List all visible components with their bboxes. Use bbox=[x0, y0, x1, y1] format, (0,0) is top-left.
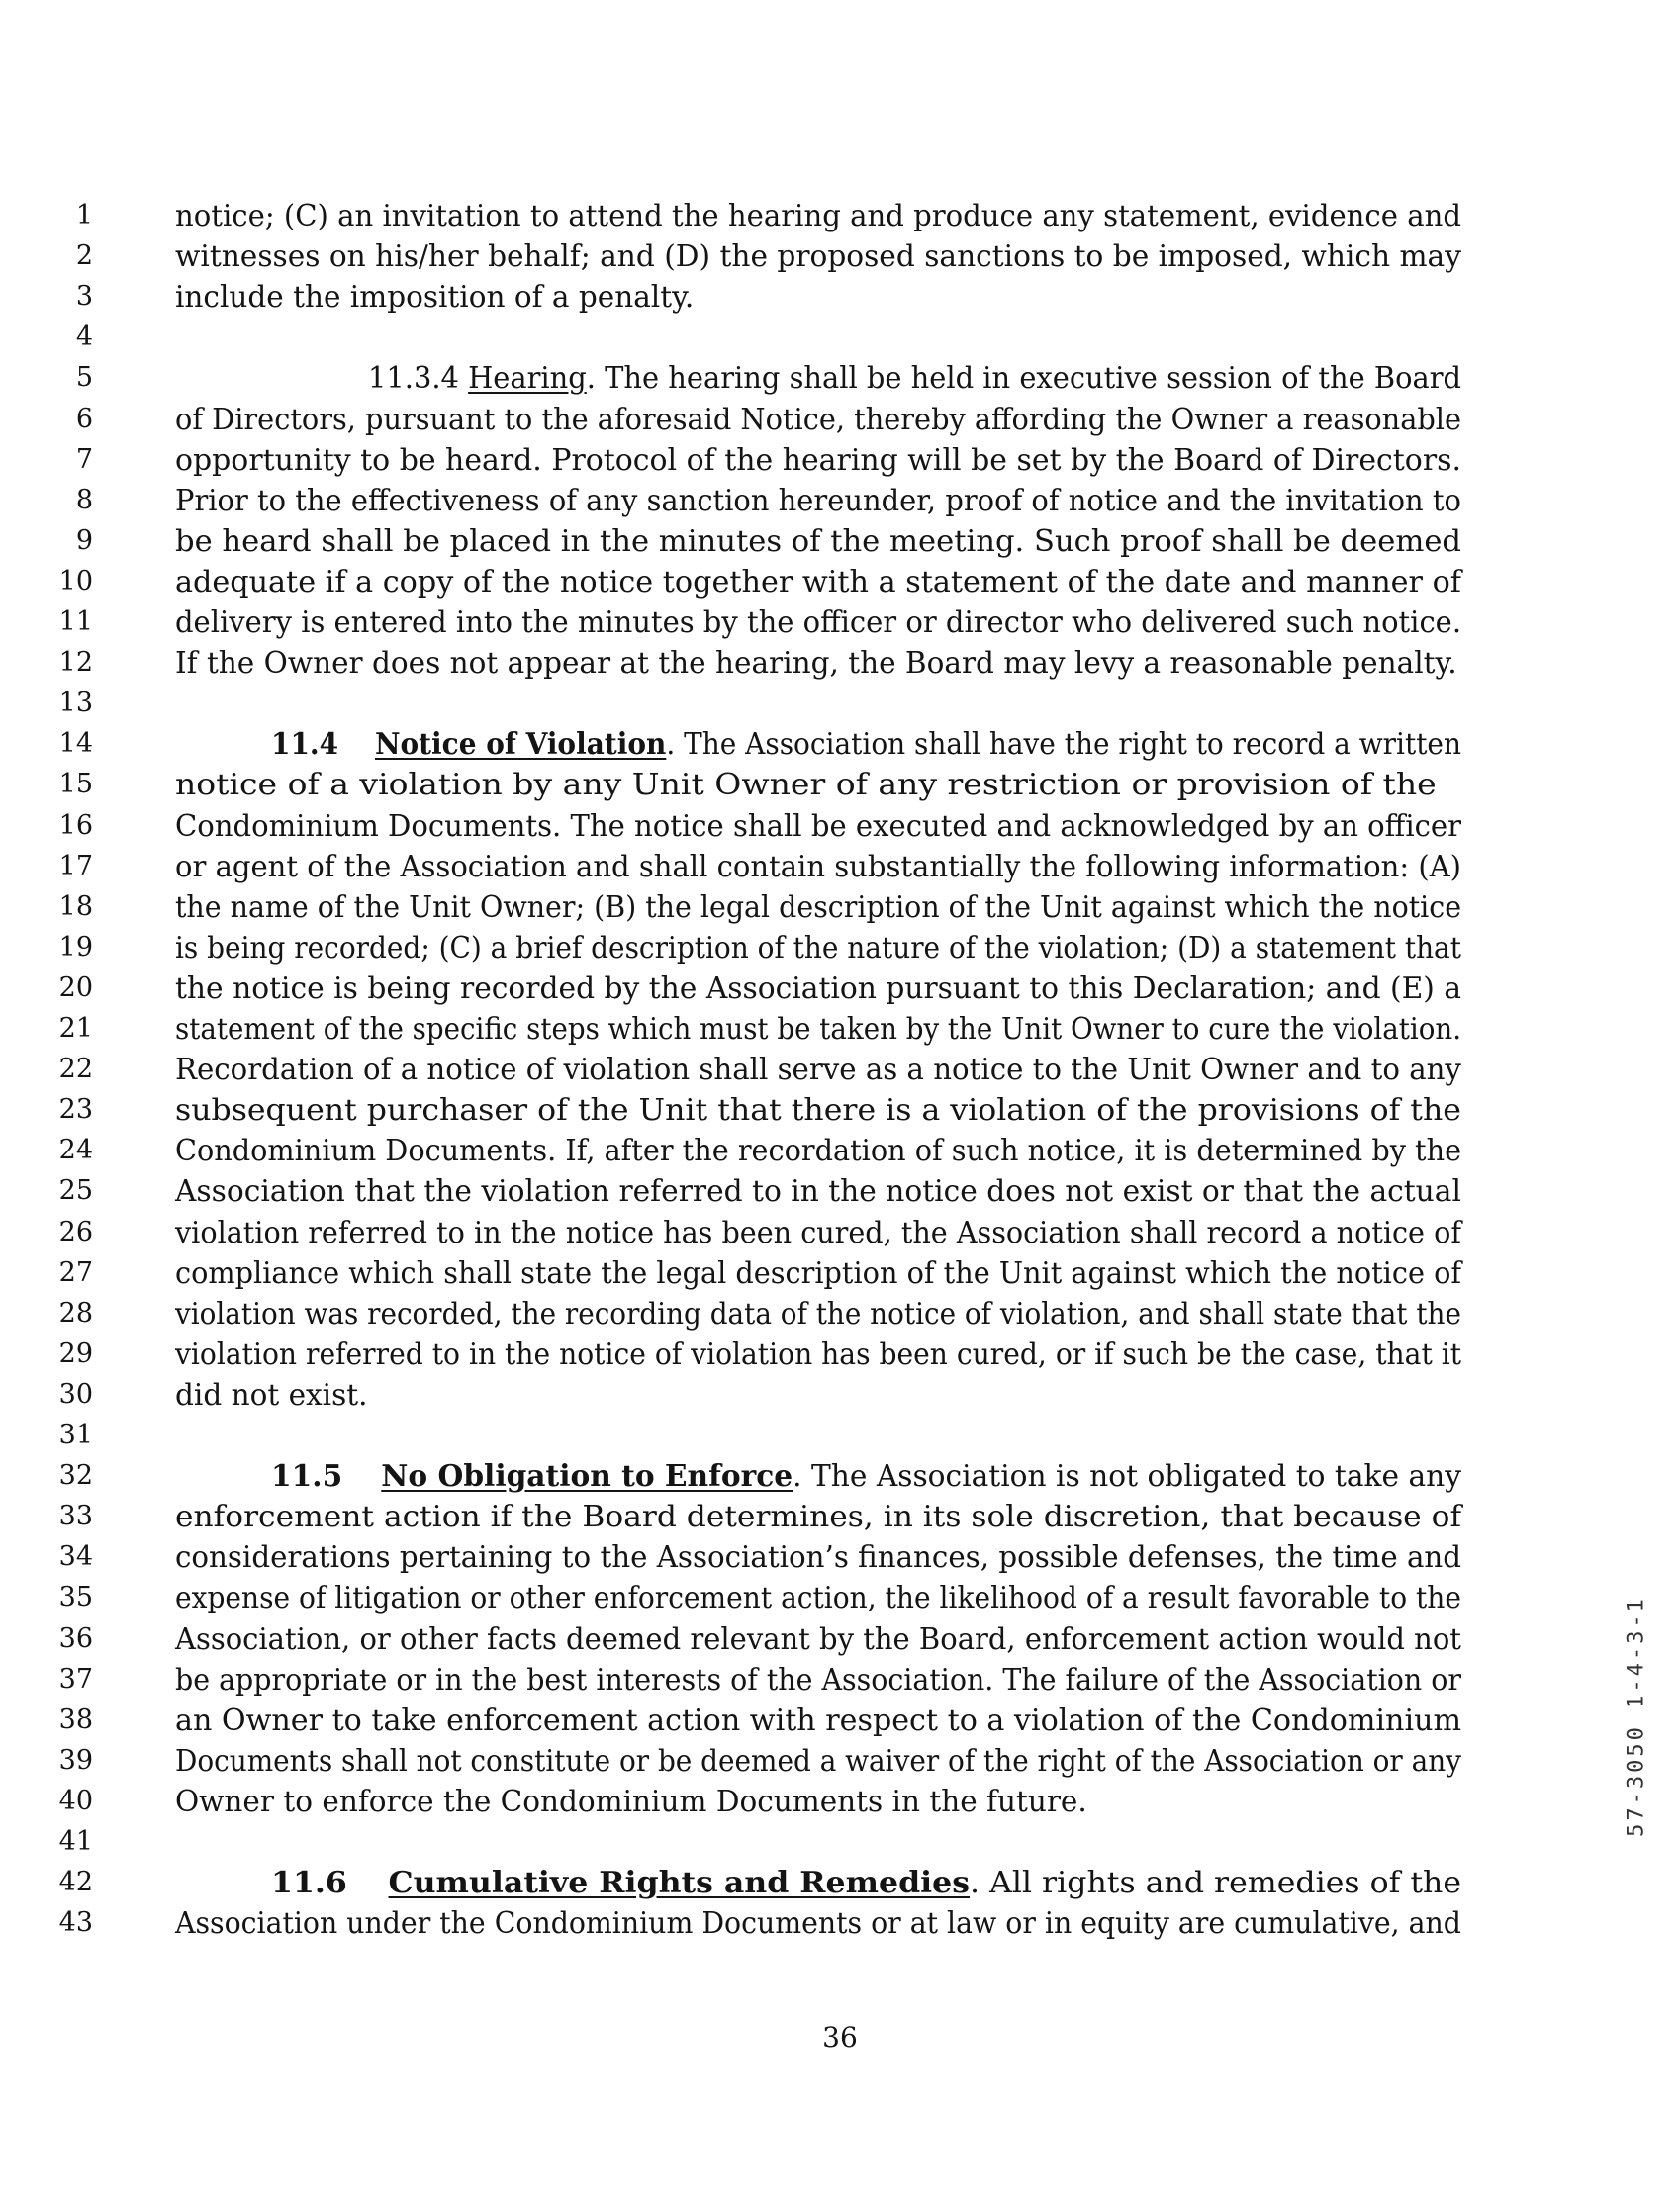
line-text bbox=[175, 1902, 1461, 1944]
section-heading: Cumulative Rights and Remedies bbox=[388, 1865, 970, 1900]
line-body: include the imposition of a penalty. bbox=[175, 280, 695, 315]
line-text bbox=[175, 439, 1461, 481]
line-body: violation referred to in the notice of violation has been cured, or if such be the case, that it bbox=[175, 1336, 1462, 1371]
line-number: 24 bbox=[58, 1135, 93, 1166]
line-body: an Owner to take enforcement action with respect to a violation of the Condominium bbox=[175, 1703, 1462, 1737]
section-number: 11.5 bbox=[271, 1458, 343, 1494]
line-number: 4 bbox=[75, 322, 93, 353]
subsection-number: 11.3.4 bbox=[368, 361, 469, 396]
line-text bbox=[175, 1008, 1461, 1050]
section-heading: Notice of Violation bbox=[374, 726, 667, 762]
line-row bbox=[0, 276, 1680, 318]
line-number: 31 bbox=[58, 1420, 93, 1450]
line-body: violation was recorded, the recording data of the notice of violation, and shall state that the bbox=[175, 1296, 1461, 1331]
line-body: of Directors, pursuant to the aforesaid Notice, thereby affording the Owner a reasonable bbox=[175, 402, 1462, 436]
line-row bbox=[0, 764, 1680, 805]
line-text bbox=[175, 1252, 1461, 1294]
line-body: Association under the Condominium Documents or at law or in equity are cumulative, and bbox=[175, 1906, 1461, 1941]
line-number: 11 bbox=[58, 606, 93, 637]
line-body: . The Association shall have the right to record a written bbox=[666, 727, 1461, 762]
line-number: 15 bbox=[58, 769, 93, 800]
line-number: 17 bbox=[58, 850, 93, 881]
line-row bbox=[0, 439, 1680, 481]
line-number: 16 bbox=[58, 809, 93, 841]
line-text bbox=[175, 642, 1457, 684]
recording-stamp-text: 57-3050 1-4-3-1 bbox=[1624, 1596, 1649, 1837]
line-body: . The hearing shall be held in executive session of the Board bbox=[586, 361, 1462, 396]
line-text bbox=[175, 1700, 1461, 1741]
line-body: be heard shall be placed in the minutes of the meeting. Such proof shall be deemed bbox=[175, 523, 1462, 558]
line-text bbox=[175, 764, 1437, 805]
line-text bbox=[175, 399, 1461, 440]
section-number: 11.4 bbox=[271, 726, 339, 762]
line-text bbox=[175, 1049, 1461, 1090]
line-row bbox=[0, 1374, 1680, 1416]
line-body: enforcement action if the Board determines, in its sole discretion, that because of bbox=[175, 1500, 1462, 1534]
line-row bbox=[0, 1089, 1680, 1131]
line-number: 27 bbox=[58, 1256, 93, 1288]
line-row bbox=[0, 927, 1680, 968]
section-heading: No Obligation to Enforce bbox=[381, 1458, 793, 1494]
line-row bbox=[0, 1496, 1680, 1537]
line-number: 35 bbox=[58, 1582, 93, 1613]
line-row bbox=[0, 1740, 1680, 1782]
line-number: 23 bbox=[58, 1094, 93, 1126]
line-number: 14 bbox=[58, 728, 93, 760]
line-number: 29 bbox=[58, 1337, 93, 1369]
line-row bbox=[0, 1334, 1680, 1375]
line-body: or agent of the Association and shall contain substantially the following information: (A) bbox=[175, 849, 1462, 883]
line-number: 40 bbox=[58, 1785, 93, 1816]
line-body: Owner to enforce the Condominium Documents in the future. bbox=[175, 1784, 1087, 1818]
line-number: 39 bbox=[58, 1744, 93, 1776]
line-row bbox=[0, 317, 1680, 358]
line-row bbox=[0, 561, 1680, 602]
line-row bbox=[0, 1577, 1680, 1618]
line-row bbox=[0, 1212, 1680, 1253]
line-row bbox=[0, 1862, 1680, 1903]
line-text bbox=[175, 1374, 367, 1416]
line-body: . All rights and remedies of the bbox=[969, 1866, 1462, 1900]
line-body: witnesses on his/her behalf; and (D) the proposed sanctions to be imposed, which may bbox=[175, 239, 1461, 274]
line-text bbox=[175, 276, 694, 318]
line-row bbox=[0, 601, 1680, 643]
subsection-heading: Hearing bbox=[468, 361, 587, 396]
section-number: 11.6 bbox=[271, 1865, 347, 1900]
line-body: Recordation of a notice of violation shall serve as a notice to the Unit Owner and to any bbox=[175, 1053, 1461, 1087]
line-row bbox=[0, 357, 1680, 399]
line-row bbox=[0, 805, 1680, 847]
line-text bbox=[175, 561, 1461, 602]
line-number: 30 bbox=[58, 1378, 93, 1410]
line-row bbox=[0, 1700, 1680, 1741]
line-text bbox=[175, 1781, 1087, 1822]
line-number: 18 bbox=[58, 890, 93, 922]
line-text bbox=[271, 723, 1461, 765]
line-number: 33 bbox=[58, 1501, 93, 1532]
line-row bbox=[0, 1049, 1680, 1090]
line-text bbox=[175, 805, 1461, 847]
line-text bbox=[175, 927, 1461, 968]
line-text bbox=[175, 1659, 1461, 1701]
line-row bbox=[0, 195, 1680, 236]
line-body: is being recorded; (C) a brief description of the nature of the violation; (D) a statement that bbox=[175, 930, 1461, 965]
line-body: considerations pertaining to the Association’s finances, possible defenses, the time and bbox=[175, 1540, 1462, 1575]
line-text bbox=[271, 1862, 1461, 1903]
line-body: If the Owner does not appear at the hearing, the Board may levy a reasonable penalty. bbox=[175, 646, 1457, 681]
line-row bbox=[0, 480, 1680, 521]
line-text bbox=[175, 1740, 1461, 1782]
line-text bbox=[175, 520, 1461, 562]
line-body: violation referred to in the notice has been cured, the Association shall record a notice of bbox=[175, 1215, 1461, 1249]
line-number: 36 bbox=[58, 1622, 93, 1654]
line-body: the name of the Unit Owner; (B) the legal description of the Unit against which the notice bbox=[175, 889, 1462, 924]
line-body: subsequent purchaser of the Unit that there is a violation of the provisions of the bbox=[175, 1093, 1461, 1128]
line-row bbox=[0, 1659, 1680, 1701]
line-text bbox=[175, 1089, 1461, 1131]
line-number: 13 bbox=[58, 688, 93, 719]
line-number: 25 bbox=[58, 1175, 93, 1207]
line-text bbox=[175, 1334, 1461, 1375]
line-body: notice of a violation by any Unit Owner of any restriction or provision of the bbox=[175, 768, 1437, 802]
line-number: 22 bbox=[58, 1054, 93, 1085]
line-body: delivery is entered into the minutes by the officer or director who delivered such notice. bbox=[175, 605, 1462, 639]
line-row bbox=[0, 1170, 1680, 1212]
line-text bbox=[175, 1170, 1461, 1212]
line-row bbox=[0, 967, 1680, 1009]
line-text bbox=[175, 1618, 1461, 1660]
line-row bbox=[0, 1130, 1680, 1171]
line-row bbox=[0, 723, 1680, 765]
line-body: Condominium Documents. The notice shall be executed and acknowledged by an officer bbox=[175, 808, 1462, 843]
line-body: Documents shall not constitute or be deemed a waiver of the right of the Association or any bbox=[175, 1743, 1461, 1778]
line-number: 43 bbox=[58, 1907, 93, 1939]
line-body: . The Association is not obligated to take any bbox=[793, 1459, 1461, 1494]
line-row bbox=[0, 1618, 1680, 1660]
line-body: be appropriate or in the best interests of the Association. The failure of the Association or bbox=[175, 1662, 1461, 1697]
line-row bbox=[0, 1536, 1680, 1578]
line-body: Prior to the effectiveness of any sanction hereunder, proof of notice and the invitation to bbox=[175, 483, 1461, 517]
line-text bbox=[175, 1212, 1461, 1253]
line-row bbox=[0, 520, 1680, 562]
line-body: opportunity to be heard. Protocol of the hearing will be set by the Board of Directors. bbox=[175, 442, 1461, 477]
line-number: 41 bbox=[58, 1826, 93, 1857]
line-number: 6 bbox=[75, 403, 93, 434]
line-text bbox=[368, 357, 1461, 399]
line-number: 37 bbox=[58, 1663, 93, 1695]
line-row bbox=[0, 1821, 1680, 1863]
line-row bbox=[0, 1252, 1680, 1294]
line-row bbox=[0, 1415, 1680, 1456]
line-row bbox=[0, 1781, 1680, 1822]
line-text bbox=[175, 1577, 1461, 1618]
line-body: the notice is being recorded by the Association pursuant to this Declaration; and (E) a bbox=[175, 970, 1462, 1005]
line-row bbox=[0, 1008, 1680, 1050]
line-row bbox=[0, 642, 1680, 684]
line-body: notice; (C) an invitation to attend the hearing and produce any statement, evidence and bbox=[175, 199, 1461, 232]
line-body: Association, or other facts deemed relevant by the Board, enforcement action would not bbox=[175, 1621, 1461, 1656]
line-row bbox=[0, 1455, 1680, 1497]
line-number: 26 bbox=[58, 1216, 93, 1247]
line-text bbox=[175, 1496, 1461, 1537]
line-body: statement of the specific steps which must be taken by the Unit Owner to cure the violation. bbox=[175, 1012, 1462, 1046]
line-number: 34 bbox=[58, 1541, 93, 1573]
line-row bbox=[0, 846, 1680, 887]
line-text bbox=[175, 1293, 1461, 1335]
line-text bbox=[271, 1455, 1461, 1497]
line-row bbox=[0, 1902, 1680, 1944]
line-number: 28 bbox=[58, 1297, 93, 1329]
line-text bbox=[175, 967, 1461, 1009]
line-number: 10 bbox=[58, 565, 93, 597]
line-row bbox=[0, 1293, 1680, 1335]
recording-stamp bbox=[1617, 1588, 1656, 1845]
line-number: 38 bbox=[58, 1704, 93, 1735]
line-text bbox=[175, 1130, 1461, 1171]
line-number: 8 bbox=[75, 484, 93, 515]
line-body: compliance which shall state the legal description of the Unit against which the notice of bbox=[175, 1255, 1462, 1290]
line-text bbox=[175, 846, 1461, 887]
line-text bbox=[175, 195, 1461, 236]
line-row bbox=[0, 235, 1680, 277]
line-row bbox=[0, 683, 1680, 724]
line-row bbox=[0, 399, 1680, 440]
line-body: Condominium Documents. If, after the recordation of such notice, it is determined by the bbox=[175, 1134, 1462, 1168]
line-number: 32 bbox=[58, 1460, 93, 1492]
line-number: 9 bbox=[75, 524, 93, 556]
line-number: 19 bbox=[58, 931, 93, 963]
line-text bbox=[175, 1536, 1461, 1578]
line-text bbox=[175, 886, 1461, 928]
line-body: did not exist. bbox=[175, 1377, 368, 1412]
line-number: 2 bbox=[75, 240, 93, 272]
line-text bbox=[175, 480, 1461, 521]
line-number: 3 bbox=[75, 281, 93, 313]
line-body: adequate if a copy of the notice together with a statement of the date and manner of bbox=[175, 564, 1461, 599]
line-body: expense of litigation or other enforcement action, the likelihood of a result favorable to the bbox=[175, 1581, 1462, 1615]
line-number: 42 bbox=[58, 1867, 93, 1898]
line-number: 7 bbox=[75, 443, 93, 475]
line-number: 1 bbox=[75, 200, 93, 230]
line-text bbox=[175, 601, 1461, 643]
line-number: 20 bbox=[58, 971, 93, 1003]
line-number: 21 bbox=[58, 1013, 93, 1044]
page-number: 36 bbox=[822, 2021, 858, 2054]
line-number: 12 bbox=[58, 647, 93, 679]
line-text bbox=[175, 235, 1461, 277]
line-number: 5 bbox=[75, 362, 93, 394]
line-row bbox=[0, 886, 1680, 928]
line-body: Association that the violation referred to in the notice does not exist or that the actual bbox=[175, 1174, 1461, 1209]
